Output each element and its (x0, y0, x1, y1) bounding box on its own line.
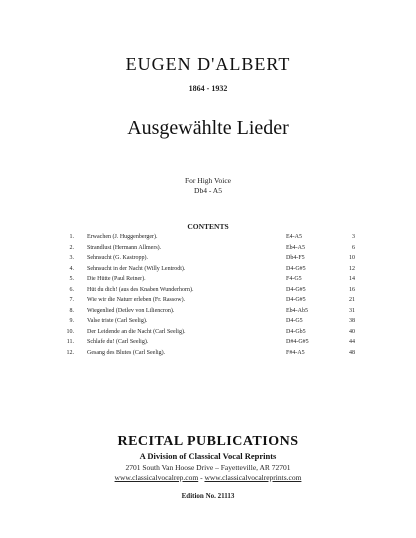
composer-dates: 1864 - 1932 (188, 84, 228, 93)
song-title: Erwachen (J. Huggenberger). (87, 234, 158, 240)
voice-range: Db4 - A5 (194, 186, 222, 195)
song-page: 16 (349, 286, 355, 293)
song-number: 8. (69, 307, 74, 314)
song-page: 21 (349, 297, 355, 303)
song-number: 11. (66, 339, 74, 345)
song-number: 3. (69, 255, 74, 261)
song-number: 4. (69, 265, 74, 272)
song-page: 14 (349, 276, 355, 282)
song-title: Der Leidende an die Nacht (Carl Seelig). (87, 328, 186, 335)
song-title: Hüt du dich! (aus des Knaben Wunderhorn). (87, 286, 194, 293)
contents-row (60, 327, 360, 338)
publisher-division: A Division of Classical Vocal Reprints (139, 451, 277, 461)
contents-row (60, 337, 360, 348)
contents-row (60, 348, 360, 359)
song-page: 48 (349, 349, 355, 356)
contents-row (60, 316, 360, 327)
contents-row (60, 253, 360, 264)
song-title: Strandlust (Hermann Allmers). (87, 244, 162, 251)
song-page: 10 (349, 255, 355, 261)
song-title: Valse triste (Carl Seelig). (87, 318, 148, 324)
contents-row (60, 264, 360, 275)
song-title: Wiegenlied (Detlev von Liliencron). (87, 307, 175, 314)
song-title: Wie wir die Naturr erleben (Fr. Rassow). (87, 297, 186, 303)
song-number: 1. (69, 234, 74, 240)
song-range: Eb4-A5 (286, 244, 305, 251)
song-title: Sehnsucht (G. Kastropp). (87, 255, 148, 261)
website-separator: - (198, 473, 205, 482)
composer-name: EUGEN D'ALBERT (125, 54, 291, 74)
song-number: 10. (66, 328, 74, 335)
edition-number: Edition No. 21113 (181, 492, 235, 500)
song-range: E4-A5 (286, 234, 302, 240)
song-range: Db4-F5 (286, 255, 305, 261)
song-number: 6. (69, 286, 74, 293)
song-range: D4-G#5 (286, 286, 306, 293)
song-number: 7. (69, 297, 74, 303)
song-range: D#4-G#5 (286, 339, 309, 345)
song-page: 44 (349, 339, 355, 345)
contents-row (60, 232, 360, 243)
contents-row (60, 274, 360, 285)
song-range: D4-G#5 (286, 265, 306, 272)
song-page: 6 (352, 244, 355, 251)
collection-title: Ausgewählte Lieder (127, 117, 289, 139)
song-title: Schlafe du! (Carl Seelig). (87, 339, 149, 345)
song-range: F4-G5 (286, 276, 302, 282)
song-title: Sehnsucht in der Nacht (Willy Lentrodt). (87, 265, 186, 272)
contents-list (60, 232, 360, 358)
song-range: F#4-A5 (286, 349, 305, 356)
song-page: 3 (352, 234, 355, 240)
contents-row (60, 306, 360, 317)
contents-row (60, 243, 360, 254)
voice-type: For High Voice (185, 176, 231, 185)
song-number: 9. (69, 318, 74, 324)
song-title: Gesang des Blutes (Carl Seelig). (87, 349, 166, 356)
song-page: 12 (349, 265, 355, 272)
website-link-classicalvocalreprints[interactable]: www.classicalvocalreprints.com (204, 473, 302, 482)
song-range: D4-Gb5 (286, 328, 306, 335)
song-page: 40 (349, 328, 355, 335)
contents-row (60, 295, 360, 306)
song-number: 2. (69, 244, 74, 251)
publisher-address: 2701 South Van Hoose Drive – Fayetteville, AR 72701 (125, 463, 291, 472)
song-range: D4-G#5 (286, 297, 306, 303)
song-number: 5. (69, 276, 74, 282)
song-title: Die Hütte (Paul Reiner). (87, 276, 146, 282)
website-link-classicalvocalrep[interactable]: www.classicalvocalrep.com (114, 473, 199, 482)
contents-row (60, 285, 360, 296)
song-number: 12. (66, 349, 74, 356)
publisher-name: RECITAL PUBLICATIONS (117, 434, 299, 449)
contents-heading: CONTENTS (187, 222, 229, 231)
song-page: 38 (349, 318, 355, 324)
song-page: 31 (349, 307, 355, 314)
song-range: Eb4-Ab5 (286, 307, 308, 314)
song-range: D4-G5 (286, 318, 303, 324)
publisher-websites (0, 473, 416, 482)
